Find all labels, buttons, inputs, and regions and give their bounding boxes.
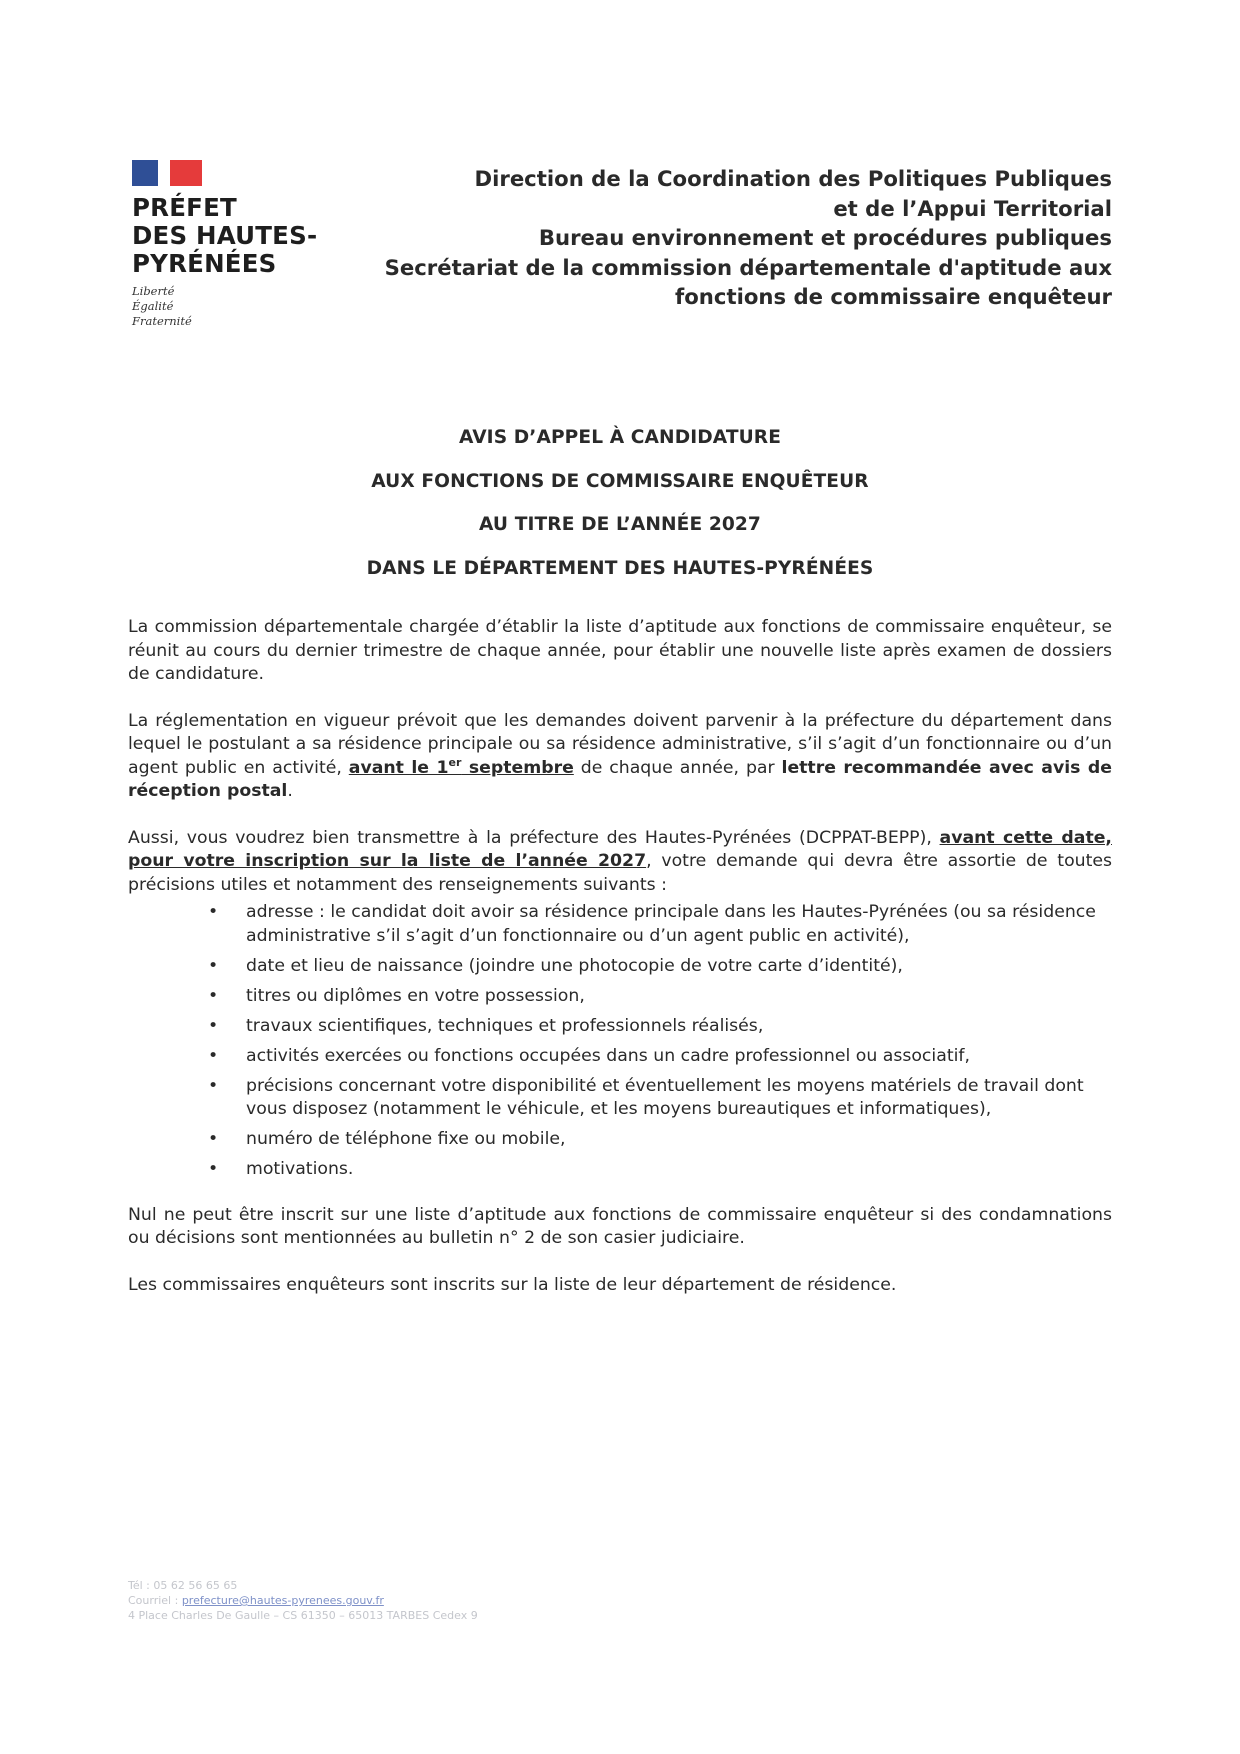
list-item: • motivations. — [128, 1158, 1112, 1182]
republic-motto — [132, 284, 352, 329]
list-item: • travaux scientifiques, techniques et professionnels réalisés, — [128, 1015, 1112, 1039]
title-line-3: AU TITRE DE L’ANNÉE 2027 — [479, 514, 761, 535]
footer-email-label: Courriel : — [128, 1594, 182, 1607]
paragraph-regulation: La réglementation en vigueur prévoit que les demandes doivent parvenir à la préfecture du département dans lequel le postulant a sa résidence principale ou sa résidence administrative, s’il s’agit d’un fonctionnaire ou d’un agent public en activité, avant le 1er septembre de chaque année, par lettre recommandée avec avis de réception postal. — [128, 710, 1112, 801]
contact-footer — [128, 1578, 478, 1623]
title-line-2: AUX FONCTIONS DE COMMISSAIRE ENQUÊTEUR — [371, 470, 869, 492]
bullet-icon: • — [208, 985, 219, 1006]
required-information-list — [128, 901, 1112, 1182]
title-line-1: AVIS D’APPEL À CANDIDATURE — [458, 427, 782, 448]
motto-fraternite: Fraternité — [132, 314, 192, 328]
paragraph-criminal-record: Nul ne peut être inscrit sur une liste d’aptitude aux fonctions de commissaire enquêteur si des condamnations ou décisions sont mentionnées au bulletin n° 2 de son casier judiciaire. — [128, 1204, 1112, 1248]
notice-body — [128, 616, 1112, 1320]
list-item: • date et lieu de naissance (joindre une photocopie de votre carte d’identité), — [128, 955, 1112, 979]
header-line-1: Direction de la Coordination des Politiques Publiques — [474, 166, 1112, 191]
footer-email-link[interactable]: prefecture@hautes-pyrenees.gouv.fr — [181, 1594, 384, 1607]
prefecture-logo — [132, 160, 352, 329]
inscription-emphasis: avant cette date, pour votre inscription sur la liste de l’année 2027 — [128, 827, 1112, 871]
paragraph-commission: La commission départementale chargée d’établir la liste d’aptitude aux fonctions de commissaire enquêteur, se réunit au cours du dernier trimestre de chaque année, pour établir une nouvelle liste après examen de dossiers de candidature. — [128, 617, 1112, 684]
deadline-emphasis: avant le 1er septembre — [348, 755, 574, 778]
bullet-icon: • — [208, 1045, 219, 1066]
bullet-icon: • — [208, 1129, 219, 1149]
title-line-4: DANS LE DÉPARTEMENT DES HAUTES-PYRÉNÉES — [366, 557, 874, 579]
bullet-icon: • — [208, 955, 219, 976]
list-item: • précisions concernant votre disponibilité et éventuellement les moyens matériels de travail dont vous disposez (notamment le véhicule, et les moyens bureautiques et informatiques), — [208, 1075, 1084, 1119]
paragraph-residence: Les commissaires enquêteurs sont inscrits sur la liste de leur département de résidence. — [128, 1274, 897, 1295]
regulation-text: La réglementation en vigueur prévoit que les demandes doivent parvenir à la préfecture du département dans lequel le postulant a sa résidence principale ou sa résidence administrative, s’il s’agit d’un fonctionnaire ou d’un agent public en activité, — [128, 710, 1112, 778]
footer-email-line — [128, 1593, 478, 1608]
logo-line-2: DES HAUTES- — [132, 221, 318, 250]
header-line-3: Bureau environnement et procédures publiques — [538, 225, 1112, 250]
paragraph-transmission: Aussi, vous voudrez bien transmettre à la préfecture des Hautes-Pyrénées (DCPPAT-BEPP), avant cette date, pour votre inscription sur la liste de l’année 2027, votre demande qui devra être assortie de toutes précisions utiles et notamment des renseignements suivants : — [128, 827, 1113, 895]
header-line-4: Secrétariat de la commission départementale d'aptitude aux — [384, 254, 1112, 280]
list-item: • numéro de téléphone fixe ou mobile, — [128, 1128, 1112, 1152]
logo-line-1: PRÉFET — [132, 193, 237, 222]
header-line-2: et de l’Appui Territorial — [833, 195, 1112, 221]
marianne-flag-icon — [132, 160, 202, 186]
notice-title — [0, 416, 1240, 590]
bullet-icon: • — [208, 1075, 219, 1096]
bullet-icon: • — [208, 902, 219, 922]
bullet-icon: • — [208, 1159, 219, 1179]
registered-letter-emphasis: lettre recommandée avec avis de réception postal — [128, 757, 1112, 801]
motto-liberte: Liberté — [132, 284, 175, 298]
motto-egalite: Égalité — [132, 299, 174, 313]
footer-phone: Tél : 05 62 56 65 65 — [128, 1579, 238, 1592]
list-item: • adresse : le candidat doit avoir sa résidence principale dans les Hautes-Pyrénées (ou sa résidence administrative s’il s’agit d’un fonctionnaire ou d’un agent public en activité), — [208, 902, 1096, 946]
header-line-5: fonctions de commissaire enquêteur — [675, 284, 1112, 309]
logo-line-3: PYRÉNÉES — [132, 249, 277, 278]
bullet-icon: • — [208, 1015, 219, 1036]
list-item: • activités exercées ou fonctions occupées dans un cadre professionnel ou associatif, — [128, 1045, 1112, 1069]
department-header — [352, 164, 1112, 312]
list-item: • titres ou diplômes en votre possession, — [128, 985, 1112, 1009]
footer-address: 4 Place Charles De Gaulle – CS 61350 – 65013 TARBES Cedex 9 — [128, 1609, 478, 1622]
